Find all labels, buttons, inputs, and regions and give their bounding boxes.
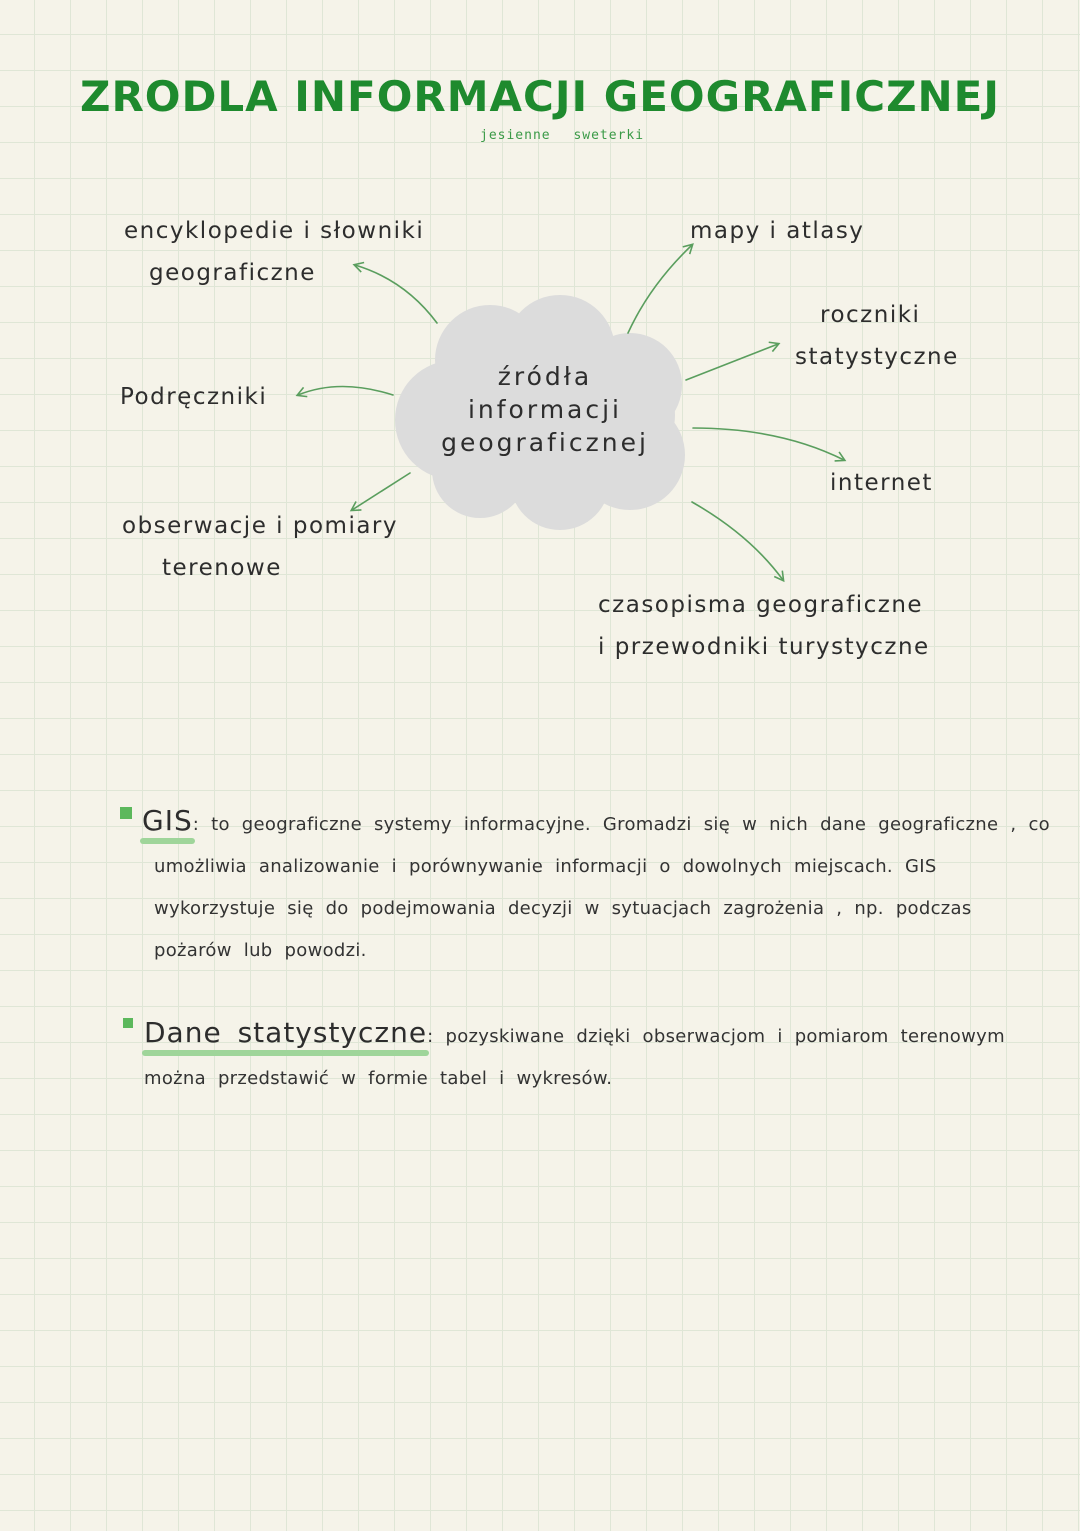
- dane-line-1-text: : pozyskiwane dzięki obserwacjom i pomiarom terenowym: [427, 1026, 1005, 1047]
- node-obserwacje-line-1: obserwacje i pomiary: [122, 513, 398, 539]
- bullet-icon: [123, 1018, 133, 1028]
- node-mapy: mapy i atlasy: [690, 218, 865, 244]
- arrow-czasopisma: [692, 502, 783, 580]
- arrow-podreczniki: [298, 387, 393, 396]
- node-czasopisma: [598, 584, 930, 668]
- node-internet: internet: [830, 470, 933, 496]
- highlight-mark: [140, 838, 195, 844]
- gis-line-3: wykorzystuje się do podejmowania decyzji w sytuacjach zagrożenia , np. podczas: [154, 898, 972, 919]
- node-encyklopedie: [124, 210, 424, 294]
- gis-line-4: pożarów lub powodzi.: [154, 940, 367, 961]
- center-line-1: źródła: [497, 362, 593, 391]
- dane-line-1: [144, 1012, 1024, 1058]
- node-encyklopedie-line-1: encyklopedie i słowniki: [124, 218, 425, 244]
- gis-term-text: GIS: [142, 804, 193, 837]
- gis-line-1-text: : to geograficzne systemy informacyjne. Gromadzi się w nich dane geograficzne , co: [192, 814, 1050, 835]
- gis-line-2: umożliwia analizowanie i porównywanie informacji o dowolnych miejscach. GIS: [154, 856, 937, 877]
- bullet-icon: [120, 807, 132, 819]
- page-title: ZRODLA INFORMACJI GEOGRAFICZNEJ: [79, 72, 1000, 121]
- node-roczniki: [795, 294, 959, 378]
- arrow-mapy: [628, 245, 692, 333]
- arrow-roczniki: [686, 344, 778, 380]
- node-obserwacje-line-2: terenowe: [162, 555, 282, 581]
- gis-term: [142, 800, 193, 842]
- node-roczniki-line-1: roczniki: [820, 302, 921, 328]
- node-czasopisma-line-1: czasopisma geograficzne: [598, 592, 924, 618]
- node-roczniki-line-2: statystyczne: [795, 344, 959, 370]
- node-czasopisma-line-2: i przewodniki turystyczne: [598, 634, 930, 660]
- center-line-3: geograficznej: [441, 428, 649, 457]
- arrow-internet: [693, 428, 844, 460]
- highlight-mark: [142, 1050, 429, 1056]
- node-encyklopedie-line-2: geograficzne: [149, 260, 316, 286]
- center-node: [440, 360, 650, 459]
- page-subtitle: jesienne sweterki: [480, 128, 645, 143]
- center-line-2: informacji: [467, 395, 623, 424]
- dane-term: [144, 1012, 427, 1054]
- gis-paragraph: [142, 800, 1050, 972]
- dane-paragraph: [144, 1012, 1024, 1100]
- gis-line-1: [142, 800, 1050, 846]
- node-obserwacje: [122, 505, 398, 589]
- dane-term-text: Dane statystyczne: [144, 1016, 428, 1049]
- node-podreczniki: Podręczniki: [120, 384, 268, 410]
- dane-line-2: można przedstawić w formie tabel i wykresów.: [144, 1068, 613, 1089]
